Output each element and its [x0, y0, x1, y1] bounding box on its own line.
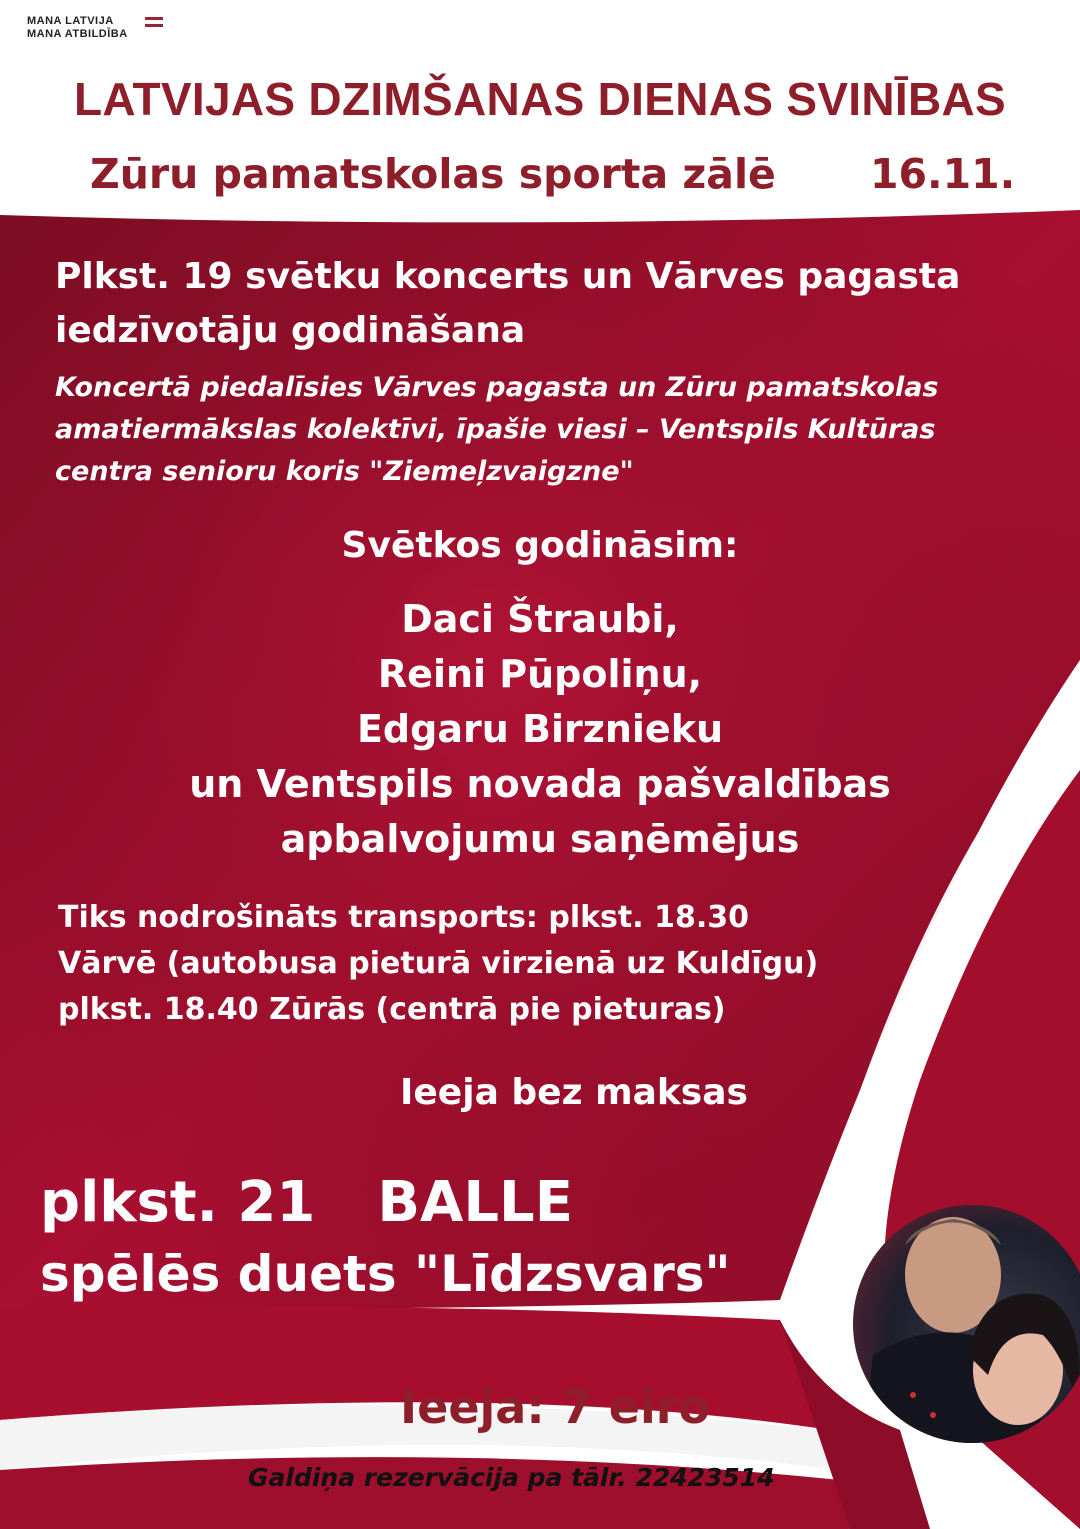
free-entry-text: Ieeja bez maksas — [400, 1072, 748, 1113]
duet-photo — [853, 1205, 1080, 1443]
concert-announcement — [55, 250, 960, 358]
ball-price: Ieeja: 7 eiro — [400, 1380, 711, 1434]
honor-heading: Svētkos godināsim: — [341, 525, 739, 566]
concert-description — [55, 367, 1045, 493]
logo-mana-latvija — [27, 15, 128, 41]
logo-line-1: MANA LATVIJA — [27, 15, 114, 27]
honoree-item: un Ventspils novada pašvaldības — [189, 762, 891, 806]
transport-line-2: Vārvē (autobusa pieturā virzienā uz Kuldīgu) — [58, 946, 819, 981]
transport-line-3: plkst. 18.40 Zūrās (centrā pie pieturas) — [58, 992, 726, 1027]
transport-info — [58, 895, 818, 1033]
honoree-item: Daci Štraubi, — [401, 597, 679, 641]
honoree-item: apbalvojumu saņēmējus — [280, 817, 800, 861]
ball-music: spēlēs duets "Līdzsvars" — [40, 1245, 731, 1303]
reservation-phone: Galdiņa rezervācija pa tālr. 22423514 — [248, 1463, 775, 1492]
event-title: LATVIJAS DZIMŠANAS DIENAS SVINĪBAS — [74, 73, 1006, 125]
honoree-item: Reini Pūpoliņu, — [377, 652, 703, 696]
concert-desc-line-2: amatiermākslas kolektīvi, īpašie viesi – Ventspils Kultūras — [55, 414, 936, 445]
honoree-item: Edgaru Birznieku — [356, 707, 724, 751]
logo-line-2: MANA ATBILDĪBA — [27, 28, 128, 40]
ball-time: plkst. 21 — [40, 1170, 316, 1235]
venue-text: Zūru pamatskolas sporta zālē — [90, 150, 776, 198]
event-date: 16.11. — [870, 150, 1016, 198]
concert-desc-line-3: centra senioru koris "Ziemeļzvaigzne" — [55, 456, 634, 487]
concert-line-2: iedzīvotāju godināšana — [55, 310, 526, 351]
transport-line-1: Tiks nodrošināts transports: plkst. 18.30 — [58, 900, 749, 935]
ball-heading — [40, 1170, 573, 1235]
latvian-flag-icon — [145, 17, 163, 27]
honoree-list — [0, 592, 1080, 867]
concert-desc-line-1: Koncertā piedalīsies Vārves pagasta un Zūru pamatskolas — [55, 372, 939, 403]
ball-title: BALLE — [377, 1170, 573, 1235]
concert-line-1: Plkst. 19 svētku koncerts un Vārves pagasta — [55, 256, 961, 297]
